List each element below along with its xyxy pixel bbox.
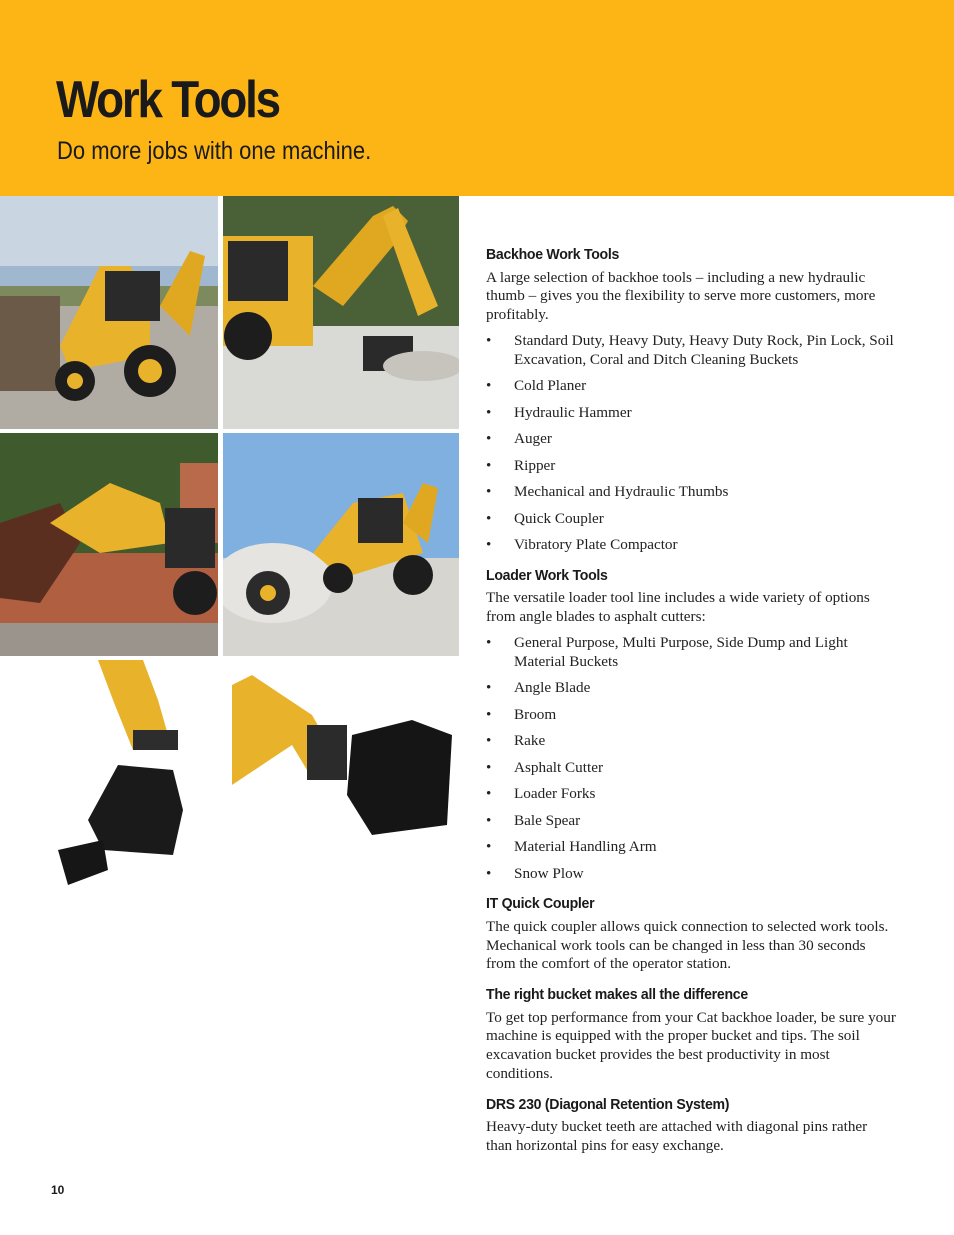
- drs-heading: DRS 230 (Diagonal Retention System): [486, 1095, 730, 1113]
- list-item: • Snow Plow: [486, 865, 896, 884]
- list-item: • Bale Spear: [486, 812, 896, 831]
- loader-body: The versatile loader tool line includes a wide variety of options from angle blades to asphalt cutters:: [486, 589, 870, 626]
- content-column: [486, 246, 896, 1168]
- loader-tool-list: [486, 634, 896, 883]
- list-item: • General Purpose, Multi Purpose, Side Dump and Light Material Buckets: [486, 634, 896, 671]
- list-item: • Loader Forks: [486, 785, 896, 804]
- list-item: • Asphalt Cutter: [486, 759, 896, 778]
- broom-sweeping-photo: [223, 433, 459, 656]
- loader-heading: Loader Work Tools: [486, 566, 608, 584]
- list-item: • Angle Blade: [486, 679, 896, 698]
- backhoe-digging-photo: [223, 196, 459, 429]
- coupler-section: [486, 895, 896, 974]
- list-item: • Quick Coupler: [486, 510, 896, 529]
- backhoe-tool-list: [486, 332, 896, 555]
- bucket-section: [486, 986, 896, 1084]
- list-item: • Vibratory Plate Compactor: [486, 536, 896, 555]
- loader-section: [486, 567, 896, 884]
- coupler-heading: IT Quick Coupler: [486, 895, 595, 913]
- page-title: Work Tools: [56, 71, 279, 129]
- header-banner: [0, 0, 954, 196]
- list-item: • Mechanical and Hydraulic Thumbs: [486, 483, 896, 502]
- bucket-excavation-photo: [0, 433, 218, 656]
- page-subtitle: Do more jobs with one machine.: [57, 137, 372, 165]
- list-item: • Broom: [486, 706, 896, 725]
- backhoe-section: [486, 246, 896, 555]
- list-item: • Rake: [486, 732, 896, 751]
- list-item: • Standard Duty, Heavy Duty, Heavy Duty Rock, Pin Lock, Soil Excavation, Coral and Ditch Cleaning Buckets: [486, 332, 896, 369]
- backhoe-bucket-coupler-photo: [48, 660, 198, 892]
- list-item: • Cold Planer: [486, 377, 896, 396]
- page-number: 10: [51, 1183, 65, 1197]
- drs-section: [486, 1096, 896, 1156]
- backhoe-heading: Backhoe Work Tools: [486, 246, 620, 263]
- list-item: • Auger: [486, 430, 896, 449]
- bucket-body: To get top performance from your Cat backhoe loader, be sure your machine is equipped with the proper bucket and tips. The soil excavation bucket provides the best productivity in most conditions.: [486, 1008, 896, 1082]
- loader-bucket-coupler-photo: [232, 675, 458, 840]
- backhoe-body: A large selection of backhoe tools – including a new hydraulic thumb – gives you the flexibility to serve more customers, more profitably.: [486, 268, 876, 324]
- bucket-heading: The right bucket makes all the difference: [486, 986, 748, 1004]
- coupler-body: The quick coupler allows quick connection to selected work tools. Mechanical work tools can be changed in less than 30 seconds from the comfort of the operator station.: [486, 917, 889, 973]
- list-item: • Hydraulic Hammer: [486, 404, 896, 423]
- drs-body: Heavy-duty bucket teeth are attached with diagonal pins rather than horizontal pins for easy exchange.: [486, 1118, 868, 1154]
- backhoe-loader-photo: [0, 196, 218, 429]
- list-item: • Ripper: [486, 457, 896, 476]
- list-item: • Material Handling Arm: [486, 838, 896, 857]
